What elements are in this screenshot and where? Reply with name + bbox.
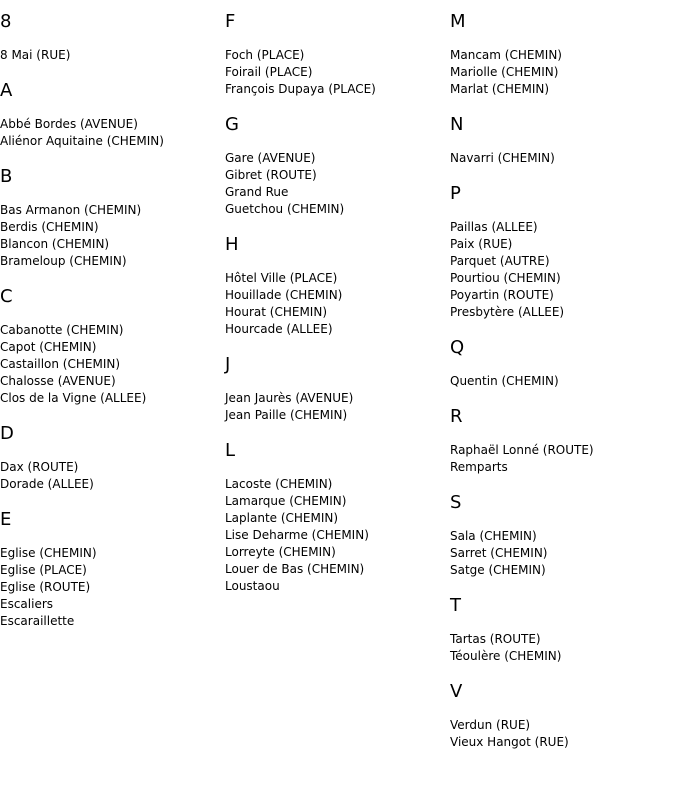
letter-group <box>450 11 670 98</box>
street-link[interactable]: Gare (AVENUE) <box>225 151 316 165</box>
street-link[interactable]: Gibret (ROUTE) <box>225 168 317 182</box>
street-link[interactable]: Paillas (ALLEE) <box>450 220 538 234</box>
street-link[interactable]: Lorreyte (CHEMIN) <box>225 545 336 559</box>
street-link[interactable]: Brameloup (CHEMIN) <box>0 254 127 268</box>
street-link[interactable]: Pourtiou (CHEMIN) <box>450 271 561 285</box>
street-link[interactable]: Sarret (CHEMIN) <box>450 546 548 560</box>
street-link[interactable]: Jean Jaurès (AVENUE) <box>225 391 354 405</box>
letter-heading: 8 <box>0 11 12 32</box>
street-link[interactable]: Satge (CHEMIN) <box>450 563 546 577</box>
street-link[interactable]: Berdis (CHEMIN) <box>0 220 99 234</box>
street-link[interactable]: Mancam (CHEMIN) <box>450 48 562 62</box>
street-link[interactable]: Sala (CHEMIN) <box>450 529 537 543</box>
letter-group <box>0 286 220 407</box>
letter-group <box>450 183 670 321</box>
street-link[interactable]: Presbytère (ALLEE) <box>450 305 565 319</box>
street-list <box>450 442 670 476</box>
street-link[interactable]: Parquet (AUTRE) <box>450 254 550 268</box>
letter-heading: Q <box>450 337 465 358</box>
street-list <box>450 631 670 665</box>
letter-group <box>225 234 445 338</box>
letter-group <box>225 354 445 424</box>
letter-heading: B <box>0 166 13 187</box>
letter-group <box>0 509 220 630</box>
letter-heading: H <box>225 234 239 255</box>
street-link[interactable]: Hôtel Ville (PLACE) <box>225 271 338 285</box>
street-link[interactable]: Lise Deharme (CHEMIN) <box>225 528 369 542</box>
street-index-column-3 <box>450 0 670 767</box>
street-link[interactable]: Chalosse (AVENUE) <box>0 374 116 388</box>
street-link[interactable]: Quentin (CHEMIN) <box>450 374 559 388</box>
street-link[interactable]: Foirail (PLACE) <box>225 65 313 79</box>
street-link[interactable]: Raphaël Lonné (ROUTE) <box>450 443 594 457</box>
letter-heading: G <box>225 114 239 135</box>
letter-heading: N <box>450 114 464 135</box>
street-link[interactable]: Vieux Hangot (RUE) <box>450 735 569 749</box>
street-link[interactable]: Bas Armanon (CHEMIN) <box>0 203 142 217</box>
letter-heading: S <box>450 492 462 513</box>
street-link[interactable]: Eglise (CHEMIN) <box>0 546 97 560</box>
letter-heading: C <box>0 286 13 307</box>
street-link[interactable]: Foch (PLACE) <box>225 48 305 62</box>
letter-heading: M <box>450 11 466 32</box>
letter-group <box>0 166 220 270</box>
street-link[interactable]: Blancon (CHEMIN) <box>0 237 110 251</box>
street-link[interactable]: Abbé Bordes (AVENUE) <box>0 117 138 131</box>
street-list <box>0 459 220 493</box>
street-link[interactable]: Louer de Bas (CHEMIN) <box>225 562 365 576</box>
street-link[interactable]: Poyartin (ROUTE) <box>450 288 554 302</box>
letter-heading: R <box>450 406 463 427</box>
street-list <box>225 476 445 595</box>
letter-heading: P <box>450 183 461 204</box>
street-link[interactable]: Houillade (CHEMIN) <box>225 288 343 302</box>
letter-group <box>0 11 220 64</box>
street-link[interactable]: Mariolle (CHEMIN) <box>450 65 559 79</box>
street-link[interactable]: Navarri (CHEMIN) <box>450 151 555 165</box>
street-link[interactable]: Eglise (PLACE) <box>0 563 87 577</box>
street-list <box>450 219 670 321</box>
street-list <box>450 373 670 390</box>
street-link[interactable]: Escaliers <box>0 597 54 611</box>
letter-group <box>450 406 670 476</box>
letter-group <box>225 11 445 98</box>
street-link[interactable]: Lamarque (CHEMIN) <box>225 494 347 508</box>
street-link[interactable]: Clos de la Vigne (ALLEE) <box>0 391 147 405</box>
street-link[interactable]: Verdun (RUE) <box>450 718 531 732</box>
letter-group <box>0 423 220 493</box>
street-index-column-1 <box>0 0 220 646</box>
street-list <box>225 390 445 424</box>
letter-group <box>450 337 670 390</box>
street-link[interactable]: Hourcade (ALLEE) <box>225 322 333 336</box>
street-list <box>0 322 220 407</box>
street-link[interactable]: François Dupaya (PLACE) <box>225 82 376 96</box>
street-link[interactable]: Aliénor Aquitaine (CHEMIN) <box>0 134 164 148</box>
letter-group <box>225 440 445 595</box>
letter-heading: J <box>225 354 231 375</box>
street-list <box>225 270 445 338</box>
street-link[interactable]: Paix (RUE) <box>450 237 513 251</box>
street-link[interactable]: Lacoste (CHEMIN) <box>225 477 333 491</box>
street-list <box>225 47 445 98</box>
street-link[interactable]: Jean Paille (CHEMIN) <box>225 408 348 422</box>
street-list <box>225 150 445 218</box>
street-index-column-2 <box>225 0 445 611</box>
letter-group <box>450 595 670 665</box>
letter-group <box>450 114 670 167</box>
letter-heading: A <box>0 80 13 101</box>
street-link[interactable]: Dorade (ALLEE) <box>0 477 94 491</box>
street-link[interactable]: Grand Rue <box>225 185 289 199</box>
street-link[interactable]: Téoulère (CHEMIN) <box>450 649 562 663</box>
street-link[interactable]: Cabanotte (CHEMIN) <box>0 323 124 337</box>
street-link[interactable]: Remparts <box>450 460 508 474</box>
street-list <box>0 47 220 64</box>
letter-heading: L <box>225 440 236 461</box>
street-link[interactable]: Loustaou <box>225 579 280 593</box>
letter-heading: T <box>450 595 461 616</box>
street-list <box>450 47 670 98</box>
street-list <box>450 150 670 167</box>
letter-group <box>450 492 670 579</box>
street-list <box>0 116 220 150</box>
street-link[interactable]: Laplante (CHEMIN) <box>225 511 339 525</box>
street-link[interactable]: Escaraillette <box>0 614 75 628</box>
street-list <box>0 202 220 270</box>
street-link[interactable]: Tartas (ROUTE) <box>450 632 541 646</box>
letter-group <box>450 681 670 751</box>
letter-heading: V <box>450 681 463 702</box>
street-link[interactable]: Guetchou (CHEMIN) <box>225 202 345 216</box>
street-link[interactable]: Castaillon (CHEMIN) <box>0 357 121 371</box>
street-link[interactable]: Capot (CHEMIN) <box>0 340 97 354</box>
street-list <box>450 717 670 751</box>
letter-group <box>0 80 220 150</box>
street-link[interactable]: Eglise (ROUTE) <box>0 580 91 594</box>
letter-group <box>225 114 445 218</box>
street-list <box>450 528 670 579</box>
street-link[interactable]: Hourat (CHEMIN) <box>225 305 327 319</box>
street-link[interactable]: Dax (ROUTE) <box>0 460 79 474</box>
letter-heading: D <box>0 423 14 444</box>
letter-heading: F <box>225 11 236 32</box>
street-link[interactable]: 8 Mai (RUE) <box>0 48 71 62</box>
street-link[interactable]: Marlat (CHEMIN) <box>450 82 550 96</box>
letter-heading: E <box>0 509 12 530</box>
street-list <box>0 545 220 630</box>
